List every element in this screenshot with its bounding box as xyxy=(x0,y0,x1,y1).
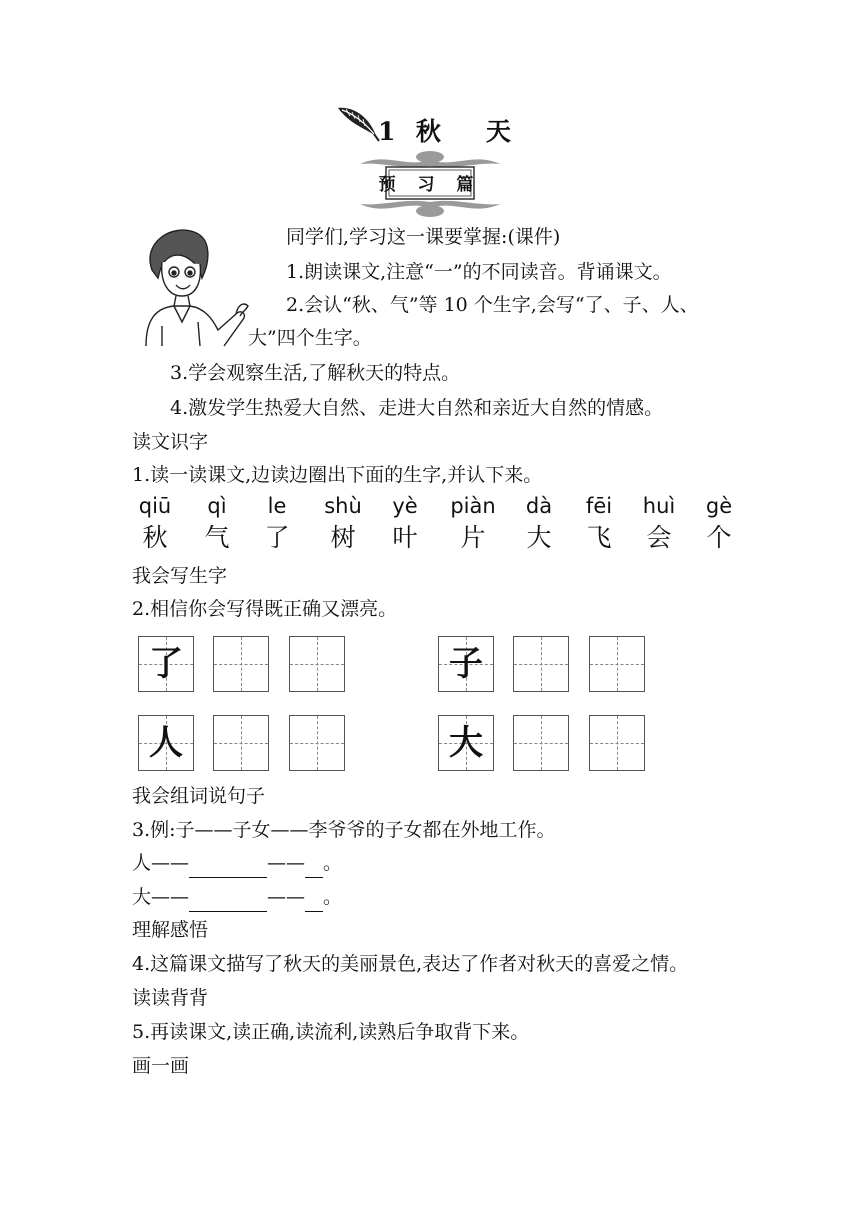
fill-end: 。 xyxy=(323,886,343,908)
writing-grid-blank[interactable] xyxy=(513,636,569,692)
writing-grid-blank[interactable] xyxy=(513,715,569,771)
fill-dash: —— xyxy=(267,852,306,874)
character-item: 会 xyxy=(646,523,672,552)
character-item: 树 xyxy=(330,523,356,552)
character-item: 叶 xyxy=(392,523,418,552)
writing-grid-blank[interactable] xyxy=(589,715,645,771)
writing-grid-blank[interactable] xyxy=(289,715,345,771)
fill-prefix: 人—— xyxy=(132,852,190,874)
pinyin-item: huì xyxy=(642,494,676,518)
section-heading-understanding: 理解感悟 xyxy=(132,919,209,941)
writing-grid-blank[interactable] xyxy=(589,636,645,692)
pinyin-item: qì xyxy=(207,494,227,518)
section-banner xyxy=(356,150,504,218)
fill-dash: —— xyxy=(267,886,306,908)
writing-grid-model xyxy=(138,715,194,771)
model-char: 大 xyxy=(449,723,483,763)
pinyin-item: gè xyxy=(705,494,733,518)
section-heading-words: 我会组词说句子 xyxy=(132,785,266,807)
writing-grid-model xyxy=(438,636,494,692)
lesson-title xyxy=(378,112,512,148)
instruction-1: 1.读一读课文,边读边圈出下面的生字,并认下来。 xyxy=(132,464,543,486)
intro-line: 同学们,学习这一课要掌握:(课件) xyxy=(286,226,561,248)
recite-text: 5.再读课文,读正确,读流利,读熟后争取背下来。 xyxy=(132,1021,530,1043)
character-row xyxy=(124,522,734,554)
sentence-blank[interactable] xyxy=(305,891,323,912)
writing-grid-blank[interactable] xyxy=(213,636,269,692)
understanding-text: 4.这篇课文描写了秋天的美丽景色,表达了作者对秋天的喜爱之情。 xyxy=(132,953,689,975)
word-blank[interactable] xyxy=(189,857,267,878)
model-char: 子 xyxy=(449,644,483,684)
fill-line-da xyxy=(132,882,342,912)
objective-3: 3.学会观察生活,了解秋天的特点。 xyxy=(170,362,461,384)
pinyin-item: fēi xyxy=(585,494,613,518)
example-sentence: 3.例:子——子女——李爷爷的子女都在外地工作。 xyxy=(132,819,556,841)
instruction-2: 2.相信你会写得既正确又漂亮。 xyxy=(132,598,398,620)
character-item: 气 xyxy=(204,523,230,552)
feather-quill-icon xyxy=(336,104,380,142)
writing-grid-model xyxy=(438,715,494,771)
character-item: 大 xyxy=(526,523,552,552)
pinyin-item: dà xyxy=(525,494,553,518)
objective-4: 4.激发学生热爱大自然、走进大自然和亲近大自然的情感。 xyxy=(170,397,664,419)
pinyin-item: shù xyxy=(324,494,362,518)
teacher-illustration xyxy=(132,222,250,348)
fill-line-ren xyxy=(132,848,342,878)
word-blank[interactable] xyxy=(189,891,267,912)
model-char: 了 xyxy=(149,644,183,684)
title-char-2: 天 xyxy=(485,117,512,146)
writing-grid-blank[interactable] xyxy=(289,636,345,692)
character-item: 了 xyxy=(264,523,290,552)
character-item: 片 xyxy=(460,523,486,552)
pinyin-row xyxy=(124,492,734,524)
pinyin-item: qiū xyxy=(138,494,172,518)
lesson-number: 1 xyxy=(378,117,397,146)
model-char: 人 xyxy=(149,723,183,763)
pinyin-item: piàn xyxy=(450,494,496,518)
character-item: 个 xyxy=(706,523,732,552)
section-heading-recite: 读读背背 xyxy=(132,987,209,1009)
pinyin-item: yè xyxy=(392,494,418,518)
section-heading-writing: 我会写生字 xyxy=(132,565,228,587)
character-item: 秋 xyxy=(142,523,168,552)
sentence-blank[interactable] xyxy=(305,857,323,878)
section-heading-reading: 读文识字 xyxy=(132,431,209,453)
objective-1: 1.朗读课文,注意“一”的不同读音。背诵课文。 xyxy=(286,261,672,283)
writing-grid-blank[interactable] xyxy=(213,715,269,771)
writing-grid-model xyxy=(138,636,194,692)
banner-label: 预 习 篇 xyxy=(378,175,482,195)
title-char-1: 秋 xyxy=(415,117,442,146)
objective-2-cont: 大”四个生字。 xyxy=(248,327,372,349)
character-item: 飞 xyxy=(586,523,612,552)
fill-prefix: 大—— xyxy=(132,886,190,908)
fill-end: 。 xyxy=(323,852,343,874)
objective-2: 2.会认“秋、气”等 10 个生字,会写“了、子、人、 xyxy=(286,294,699,316)
section-heading-draw: 画一画 xyxy=(132,1055,190,1077)
pinyin-item: le xyxy=(267,494,287,518)
